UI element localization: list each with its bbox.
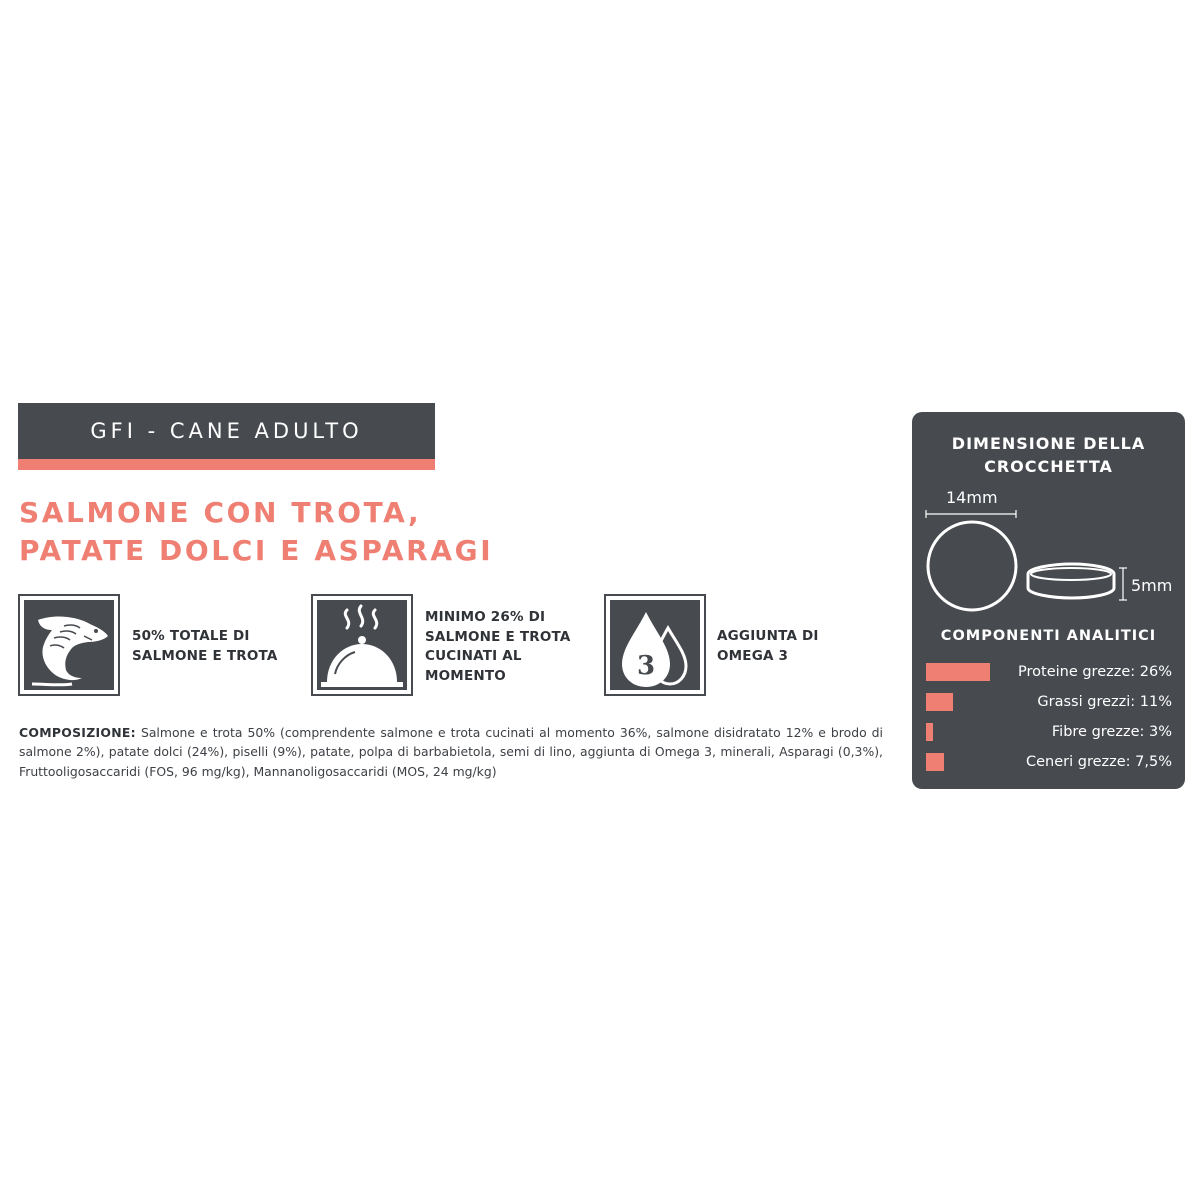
nutrient-label: Ceneri grezze: 7,5% [1026, 754, 1172, 770]
kibble-diameter-label: 14mm [946, 488, 998, 507]
nutrient-row [912, 722, 1185, 744]
feature-line: CUCINATI AL [425, 648, 522, 664]
kibble-size-title [912, 432, 1185, 478]
feature-line: MOMENTO [425, 667, 506, 684]
feature-label [132, 627, 302, 666]
omega-3-drops-icon [604, 594, 706, 696]
product-line-header [18, 403, 435, 459]
nutrient-bar [926, 663, 990, 681]
kibble-info-panel [912, 412, 1185, 789]
nutrient-bar [926, 723, 933, 741]
feature-line: MINIMO 26% DI [425, 609, 546, 625]
nutrient-bar [926, 753, 944, 771]
feature-line: 50% TOTALE DI [132, 628, 250, 644]
feature-line: SALMONE E TROTA [132, 647, 278, 664]
kibble-thickness-label: 5mm [1131, 576, 1173, 595]
nutrient-row [912, 692, 1185, 714]
kibble-diagram [912, 482, 1185, 622]
header-accent-bar [18, 459, 435, 470]
nutrient-row [912, 752, 1185, 774]
product-title-line: SALMONE CON TROTA, [19, 496, 422, 529]
product-title [19, 494, 579, 570]
analytic-components-title: COMPONENTI ANALITICI [940, 628, 1157, 644]
composition-label: COMPOSIZIONE: [19, 725, 136, 740]
salmon-fish-icon [18, 594, 120, 696]
feature-line: SALMONE E TROTA [425, 628, 571, 645]
composition-body: Salmone e trota 50% (comprendente salmone e trota cucinati al momento 36%, salmone disidratato 12% e brodo di salmone 2%), patate dolci (24%), piselli (9%), patate, polpa di barbabietola, semi di lino, aggiunta di Omega 3, minerali, Asparagi (0,3%), Fruttooligosaccaridi (FOS, 96 mg/kg), Mannanoligosaccaridi (MOS, 24 mg/kg) [19, 725, 883, 779]
nutrient-label: Proteine grezze: 26% [1018, 664, 1172, 680]
feature-label [425, 608, 595, 686]
kibble-size-title-line: CROCCHETTA [984, 457, 1113, 476]
omega-3-number: 3 [636, 651, 656, 681]
feature-line: OMEGA 3 [717, 647, 789, 664]
product-line-title: GFI - CANE ADULTO [90, 419, 363, 443]
feature-line: AGGIUNTA DI [717, 628, 819, 644]
kibble-size-title-line: DIMENSIONE DELLA [951, 434, 1146, 453]
product-title-line: PATATE DOLCI E ASPARAGI [19, 534, 494, 567]
nutrient-bar [926, 693, 953, 711]
composition-text [19, 723, 883, 781]
cloche-steam-icon [311, 594, 413, 696]
feature-label [717, 627, 887, 666]
nutrient-label: Grassi grezzi: 11% [1037, 694, 1172, 710]
kibble-top-view [928, 522, 1016, 610]
nutrient-row [912, 662, 1185, 684]
nutrient-label: Fibre grezze: 3% [1051, 724, 1172, 740]
